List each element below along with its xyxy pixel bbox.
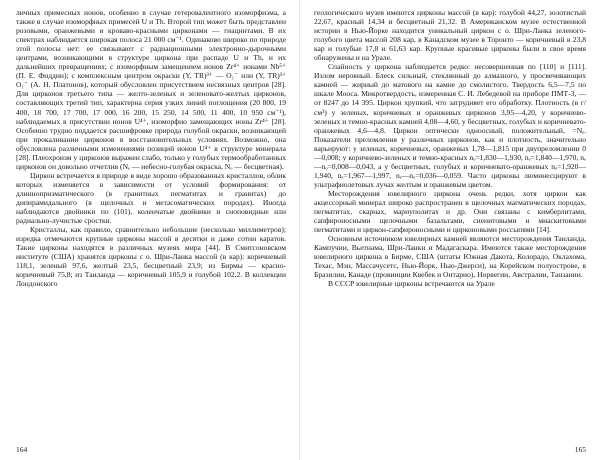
right-page: [300, 0, 600, 460]
right-paragraph-5: В СССР ювелирные цирконы встречаются на Урале: [328, 279, 495, 289]
right-paragraph-2: Спайность у циркона наблюдается редко: несовершенная по [110] и [111]. Излом неровный. Блеск сильный, стеклянный до алмазного, у просвечивающих камней — жирный до матового на камне до смолистого. Твердость 6,5—7,5 по шкале Мооса. Микротвердость, измеренная С. И. Лебедевой на приборе ПМТ-3, — от 8247 до 14 395. Циркон хрупкий, что затрудняет его обработку. Плотность (в г/см³) у зеленых, коричневых и оранжевых цирконов 3,95—4,20, у коричнево-зеленых и темно-красных камней 4,08—4,60, у бесцветных, голубых и коричневато-оранжевых 4,6—4,8. Циркон оптически одноосный, положительный, =Nₑ. Показатели преломления у различных цирконов, как и плотность, значительно варьируют: у зеленых, коричневых, оранжевых 1,78—1,815 при двупреломлении 0—0,008; у коричнево-зеленых и темно-красных nₒ=1,830—1,930, nₑ=1,840—1,970, nₑ—nₒ=0,008—0,043, а у бесцветных, голубых и коричневато-оранжевых nₒ=1,920—1,940, nₑ=1,967—1,997, nₑ—nₒ=0,036—0,059. Часто цирконы люминесцируют в ультрафиолетовых лучах желтым и оранжевым цветом.: [314, 62, 586, 189]
right-page-number: 165: [574, 445, 586, 454]
left-paragraph-3: Кристаллы, как правило, сравнительно небольшие (несколько миллиметров); изредка отмечаются крупные цирконы массой в десятки и даже сотни каратов. Такие цирконы находятся в различных музеях мира [44]. В Смитсоновском институте (США) хранятся цирконы с о. Шри-Ланка массой (в кар): коричневый 118,1, зеленый 97,6, желтый 23,5, бесцветный 23,9; из Бирмы — красно-коричневый 75,8; из Таиланда — коричневый 105,9 и голубой 102,2. В коллекции Лондонского: [16, 225, 286, 289]
right-paragraph-3: Месторождения ювелирного циркона очень редки, хотя циркон как акцессорный минерал широко распространен в щелочных магматических породах, пегматитах, скарнах, мариуполитах и др. Они связаны с кимберлитами, сапфироносными щелочными базальтами, сиенитовыми и миаскитовыми пегматитами и циркон-сапфироносными и цирконовыми россыпями [14].: [314, 188, 586, 235]
right-page-body: [314, 8, 586, 288]
left-paragraph-2: Циркон встречается в природе в виде хорошо образованных кристаллов, облик которых изменяется в зависимости от условий формирования: от длиннопризматического (в гранитных пегматитах и гранитах) до дипирамидального (в щелочных и метасоматических породах). Иногда наблюдаются двойники по (101), коленчатые двойники и сноповидные или радиально-лучистые сростки.: [16, 170, 286, 226]
left-page-number: 164: [16, 445, 28, 454]
right-paragraph-4: Основным источником ювелирных камней являются месторождения Таиланда, Кампучии, Вьетнама, Шри-Ланки и Мадагаскара. Имеются также месторождения ювелирного циркона в Бирме, США (штаты Южная Дакота, Колорадо, Оклахома, Техас, Мэн, Массачусетс, Нью-Йорк, Нью-Джерси), на Корейском полуострове, в Бразилии, Канаде (провинции Квебек и Онтарио), Норвегии, Австралии, Танзании.: [314, 234, 586, 280]
left-page-body: [16, 8, 286, 288]
right-paragraph-1: геологического музея имеются цирконы массой (в кар): голубой 44,27, золотистый 22,67, красный 14,34 и бесцветный 21,32. В Американском музее естественной истории в Нью-Йорке находится уникальный циркон с о. Шри-Ланка зеленого-голубого цвета массой 208 кар, в Канадском музее в Торонто — коричневый в 23,8 кар и голубые 17,8 и 61,63 кар. Крупные красивые цирконы были в свое время обнаружены и на Урале.: [314, 8, 586, 63]
left-paragraph-1: личных примесных ионов, особенно в случае гетеровалентного изоморфизма, а также в случае изоморфных примесей U и Th. Второй тип может быть представлен розовыми, оранжевыми и кроваво-красными цирконами — гиацинтами. В их спектрах наблюдается широкая полоса 21 000 см⁻¹. Одинаково широко по природе этой полосы нет: ее связывают с радиационными электронно-дырочными центрами, возникающими в структуре циркона при распаде U и Th, и их дальнейших превращениях; с изоморфным замещением ионов Zr⁴⁺ ионами Nb⁵⁺ (П. Е. Фиддин); с комплексным центром окраски (Y, TR)³⁺ — O₁⁻ или (Y, TR)³⁺ O₁⁻ (А. Н. Платонов), который обусловлен присутствием несвязных центров [28]. Для цирконов третьего типа — желто-зеленых и зеленовато-желтых цирконов, составляющих третий тип, характерна серия узких линий поглощения (20 800, 19 400, 18 700, 17 700, 17 000, 16 200, 15 250, 14 500, 11 400, 10 950 см⁻¹), наблюдаемых в присутствии ионов U⁴⁺, изоморфно замещающих ионы Zr⁴⁺ [28]. Особенно трудно поддается расшифровке природа голубой окраски, возникающей при прокаливании цирконов в восстановительных условиях. Возможно, она обусловлена различными изменениями позиций ионов U⁴⁺ в структуре минерала [28]. Плеохроизм у цирконов выражен слабо, только у голубых термообработанных цирконов он довольно отчетлив (Nₑ — небесно-голубая окраска, Nₒ — бесцветная).: [16, 8, 286, 171]
